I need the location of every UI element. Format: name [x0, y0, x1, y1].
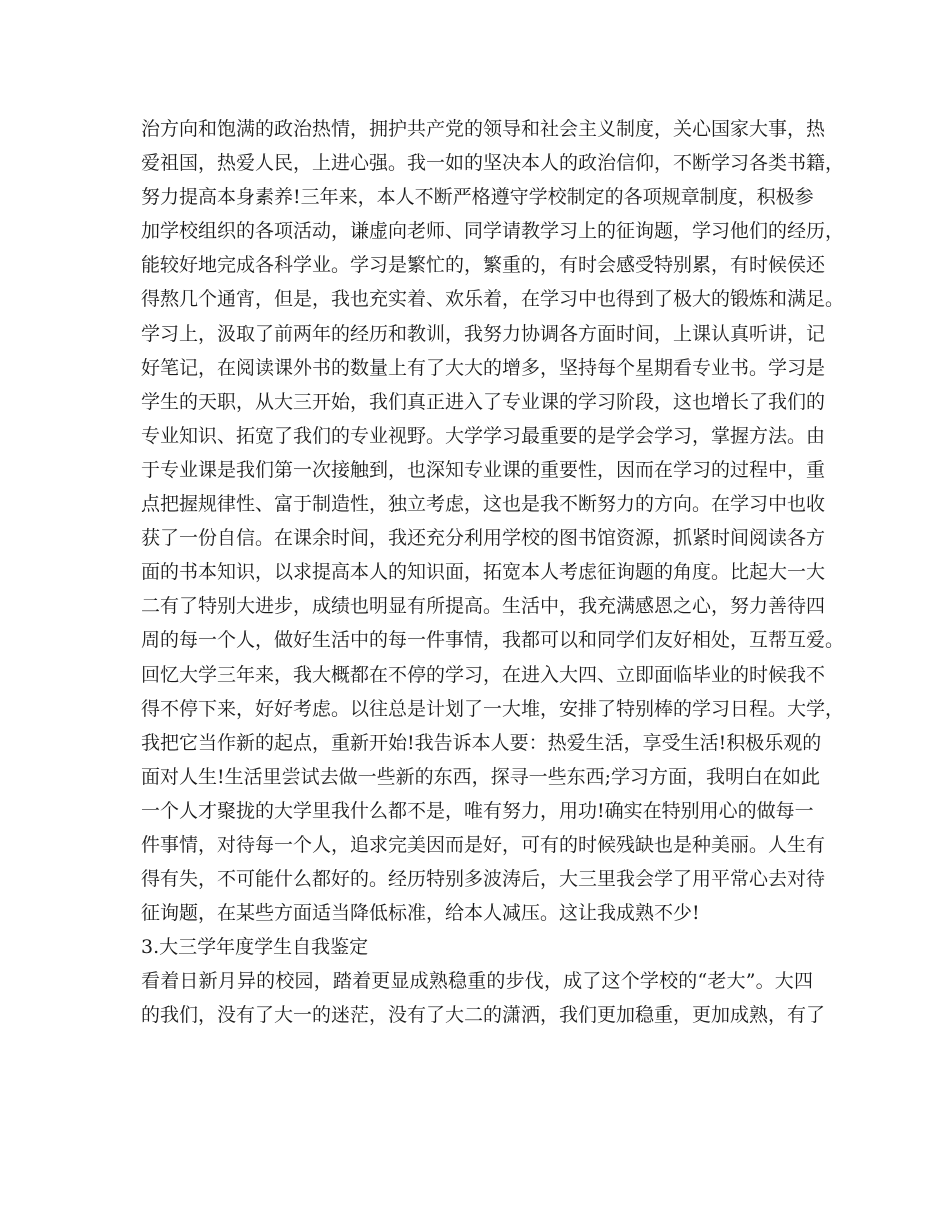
text-line: 得不停下来，好好考虑。以往总是计划了一大堆，安排了特别棒的学习日程。大学，: [141, 697, 845, 720]
text-line: 专业知识、拓宽了我们的专业视野。大学学习最重要的是学会学习，掌握方法。由: [141, 424, 826, 447]
text-line: 件事情，对待每一个人，追求完美因而是好，可有的时候残缺也是种美丽。人生有: [141, 833, 826, 856]
text-line: 治方向和饱满的政治热情，拥护共产党的领导和社会主义制度，关心国家大事，热: [141, 118, 826, 140]
text-line: 好笔记，在阅读课外书的数量上有了大大的增多，坚持每个星期看专业书。学习是: [141, 356, 826, 379]
text-line: 回忆大学三年来，我大概都在不停的学习，在进入大四、立即面临毕业的时候我不: [141, 663, 826, 686]
text-line: 爱祖国，热爱人民，上进心强。我一如的坚决本人的政治信仰，不断学习各类书籍，: [141, 152, 845, 175]
text-line: 努力提高本身素养!三年来，本人不断严格遵守学校制定的各项规章制度，积极参: [141, 186, 814, 209]
text-line: 的我们，没有了大一的迷茫，没有了大二的潇洒，我们更加稳重，更加成熟，有了: [141, 1004, 826, 1027]
text-line: 点把握规律性、富于制造性，独立考虑，这也是我不断努力的方向。在学习中也收: [141, 493, 826, 516]
document-body: [141, 112, 845, 1033]
text-line: 面的书本知识，以求提高本人的知识面，拓宽本人考虑征询题的角度。比起大一大: [141, 561, 826, 584]
section-heading: 3.大三学年度学生自我鉴定: [141, 936, 369, 959]
text-line: 周的每一个人，做好生活中的每一件事情，我都可以和同学们友好相处，互帮互爱。: [141, 629, 845, 652]
text-line: 我把它当作新的起点，重新开始!我告诉本人要：热爱生活，享受生活!积极乐观的: [141, 731, 822, 754]
text-line: 征询题，在某些方面适当降低标准，给本人减压。这让我成熟不少!: [141, 902, 700, 925]
text-line: 学生的天职，从大三开始，我们真正进入了专业课的学习阶段，这也增长了我们的: [141, 390, 826, 413]
text-line: 得熬几个通宵，但是，我也充实着、欢乐着，在学习中也得到了极大的锻炼和满足。: [141, 288, 845, 311]
text-line: 面对人生!生活里尝试去做一些新的东西，探寻一些东西;学习方面，我明白在如此: [141, 765, 821, 788]
text-line: 能较好地完成各科学业。学习是繁忙的，繁重的，有时会感受特别累，有时候侯还: [141, 254, 826, 277]
text-line: 于专业课是我们第一次接触到，也深知专业课的重要性，因而在学习的过程中，重: [141, 458, 826, 481]
text-line: 看着日新月异的校园，踏着更显成熟稳重的步伐，成了这个学校的“老大”。大四: [141, 970, 813, 993]
text-line: 二有了特别大进步，成绩也明显有所提高。生活中，我充满感恩之心，努力善待四: [141, 595, 826, 618]
text-line: 学习上，汲取了前两年的经历和教训，我努力协调各方面时间，上课认真听讲，记: [141, 322, 826, 345]
text-line: 得有失，不可能什么都好的。经历特别多波涛后，大三里我会学了用平常心去对待: [141, 868, 826, 891]
text-line: 获了一份自信。在课余时间，我还充分利用学校的图书馆资源，抓紧时间阅读各方: [141, 527, 826, 550]
text-line: 一个人才聚拢的大学里我什么都不是，唯有努力，用功!确实在特别用心的做每一: [141, 799, 814, 822]
text-line: 加学校组织的各项活动，谦虚向老师、同学请教学习上的征询题，学习他们的经历，: [141, 220, 845, 243]
